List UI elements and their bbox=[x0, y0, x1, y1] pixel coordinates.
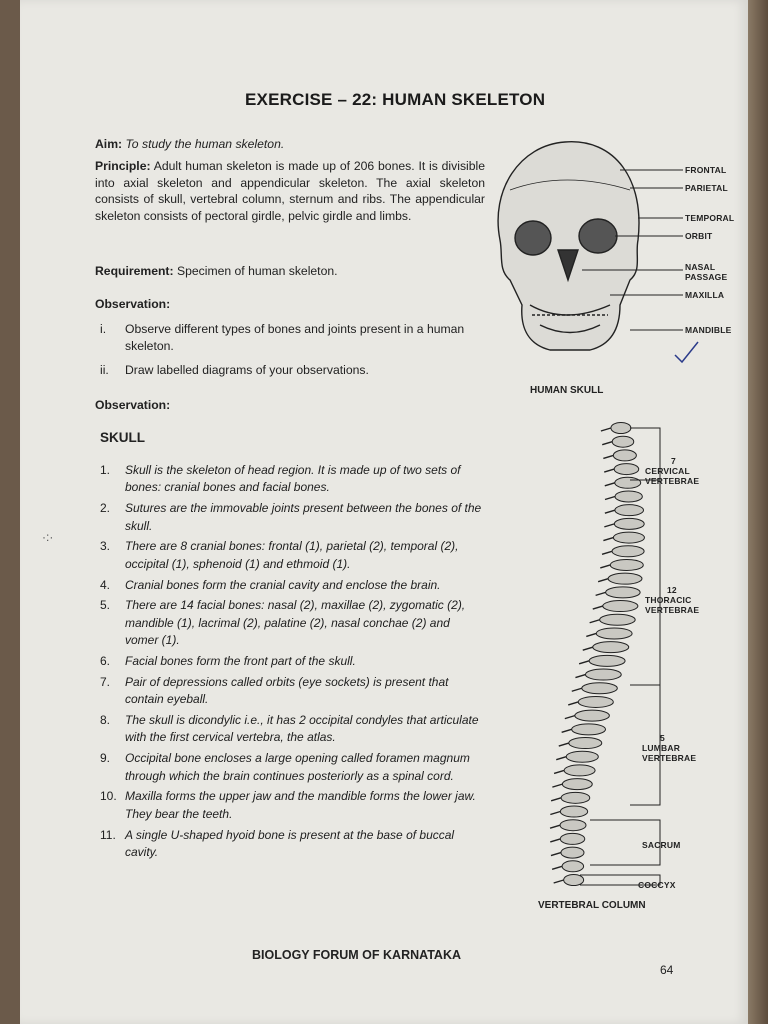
observation-number: ii. bbox=[100, 363, 109, 377]
skull-drawing bbox=[498, 142, 639, 350]
list-text: Sutures are the immovable joints present between the bones of the skull. bbox=[125, 501, 482, 533]
vertebra-shape bbox=[564, 765, 595, 776]
page-edge-shadow bbox=[748, 0, 768, 1024]
list-number: 5. bbox=[100, 598, 111, 613]
list-text: A single U-shaped hyoid bone is present at the base of buccal cavity. bbox=[125, 827, 455, 860]
vertebra-shape bbox=[596, 628, 632, 639]
vertebra-shape bbox=[608, 573, 642, 584]
list-text: Facial bones form the front part of the skull. bbox=[125, 654, 356, 669]
skull-caption: HUMAN SKULL bbox=[530, 385, 604, 396]
vertebra-shape bbox=[606, 587, 641, 598]
vertebra-process bbox=[550, 839, 560, 842]
vertebral-column-figure bbox=[520, 420, 680, 900]
vertebra-shape bbox=[561, 792, 590, 803]
vertebra-process bbox=[552, 866, 562, 869]
aim-text: To study the human skeleton. bbox=[125, 137, 285, 151]
vertebra-shape bbox=[612, 436, 634, 447]
vertebra-shape bbox=[564, 875, 584, 886]
vertebra-shape bbox=[569, 738, 602, 749]
requirement-text: Specimen of human skeleton. bbox=[176, 264, 338, 278]
list-item bbox=[100, 500, 520, 535]
vertebra-shape bbox=[614, 518, 644, 529]
list-item bbox=[100, 597, 520, 649]
vertebra-process bbox=[605, 496, 615, 499]
vertebra-shape bbox=[562, 861, 584, 872]
document-page bbox=[20, 0, 748, 1024]
observation-item bbox=[100, 362, 470, 380]
list-number: 3. bbox=[100, 539, 111, 554]
spine-label-coccyx: COCCYX bbox=[638, 880, 676, 890]
vertebra-process bbox=[583, 647, 593, 650]
list-text: Pair of depressions called orbits (eye sockets) is present that contain eyeball. bbox=[125, 674, 449, 707]
vertebra-name: LUMBAR VERTEBRAE bbox=[642, 743, 697, 763]
vertebra-process bbox=[572, 688, 582, 691]
page-title: EXERCISE – 22: HUMAN SKELETON bbox=[245, 90, 546, 109]
vertebra-shape bbox=[612, 546, 644, 557]
vertebra-process bbox=[554, 880, 564, 883]
skull-label: NASAL PASSAGE bbox=[685, 262, 728, 282]
observation-item bbox=[100, 321, 470, 357]
vertebra-shape bbox=[615, 477, 641, 488]
vertebra-process bbox=[575, 675, 585, 678]
list-text: There are 8 cranial bones: frontal (1), parietal (2), temporal (2), occipital (1), sphenoid (1) and ethmoid (1). bbox=[125, 539, 459, 571]
skull-label: MANDIBLE bbox=[685, 325, 732, 335]
principle-paragraph bbox=[95, 158, 485, 224]
list-number: 7. bbox=[100, 674, 111, 689]
vertebra-shape bbox=[582, 683, 618, 694]
vertebra-shape bbox=[610, 559, 643, 570]
vertebra-name: THORACIC VERTEBRAE bbox=[645, 595, 700, 615]
vertebra-process bbox=[596, 592, 606, 595]
list-item bbox=[100, 827, 520, 862]
vertebra-process bbox=[550, 812, 560, 815]
list-item bbox=[100, 674, 520, 709]
observation-text: Draw labelled diagrams of your observations. bbox=[125, 363, 369, 377]
vertebra-shape bbox=[566, 751, 598, 762]
vertebra-shape bbox=[600, 614, 636, 625]
vertebra-process bbox=[605, 510, 615, 513]
list-number: 4. bbox=[100, 577, 111, 592]
observation-text: Observe different types of bones and joints present in a human skeleton. bbox=[125, 322, 465, 353]
skull-points-list bbox=[100, 462, 520, 865]
section-heading-skull: SKULL bbox=[100, 430, 145, 445]
vertebra-shape bbox=[560, 806, 587, 817]
vertebrae-drawing bbox=[550, 423, 644, 886]
vertebra-shape bbox=[561, 847, 584, 858]
vertebra-process bbox=[565, 716, 575, 719]
list-number: 1. bbox=[100, 463, 111, 477]
spine-label-cervical bbox=[645, 456, 705, 486]
list-text: There are 14 facial bones: nasal (2), maxillae (2), zygomatic (2), mandible (1), lacrimal (2), palatine (2), nasal conchae (2) and vomer (1). bbox=[125, 598, 466, 648]
vertebra-process bbox=[603, 455, 613, 458]
list-number: 10. bbox=[100, 789, 117, 804]
principle-text: Adult human skeleton is made up of 206 bones. It is divisible into axial skeleton and appendicular skeleton. The axial skeleton consists of skull, vertebral column, sternum and ribs. The appendicular skeleton consists of pectoral girdle, pelvic girdle and limbs. bbox=[95, 159, 486, 223]
spine-label-sacrum: SACRUM bbox=[642, 840, 681, 850]
vertebra-process bbox=[552, 784, 562, 787]
list-number: 6. bbox=[100, 654, 111, 669]
spine-label-thoracic bbox=[645, 585, 707, 615]
vertebra-process bbox=[598, 579, 608, 582]
skull-label: ORBIT bbox=[685, 231, 713, 241]
vertebra-shape bbox=[560, 820, 586, 831]
vertebra-process bbox=[568, 702, 578, 705]
list-item bbox=[100, 712, 520, 747]
list-item bbox=[100, 750, 520, 785]
vertebra-shape bbox=[560, 833, 585, 844]
vertebra-process bbox=[551, 853, 561, 856]
vertebra-process bbox=[551, 798, 561, 801]
footer-publisher: BIOLOGY FORUM OF KARNATAKA bbox=[252, 948, 462, 962]
skull-label: PARIETAL bbox=[685, 183, 728, 193]
vertebra-process bbox=[586, 633, 596, 636]
vertebra-count: 5 bbox=[660, 733, 665, 743]
vertebra-process bbox=[550, 825, 560, 828]
vertebra-process bbox=[600, 565, 610, 568]
list-item bbox=[100, 653, 520, 670]
list-text: The skull is dicondylic i.e., it has 2 occipital condyles that articulate with the first cervical vertebra, the atlas. bbox=[125, 713, 479, 745]
list-item bbox=[100, 788, 520, 823]
principle-label: Principle: bbox=[95, 159, 151, 173]
spine-label-lumbar bbox=[642, 733, 704, 763]
vertebra-shape bbox=[572, 724, 606, 735]
observation-heading: Observation: bbox=[95, 398, 171, 412]
vertebra-process bbox=[604, 469, 614, 472]
vertebra-shape bbox=[603, 601, 638, 612]
requirement-line bbox=[95, 263, 338, 280]
list-number: 8. bbox=[100, 713, 111, 728]
skull-label: FRONTAL bbox=[685, 165, 727, 175]
list-text: Maxilla forms the upper jaw and the mandible forms the lower jaw. They bear the teeth. bbox=[125, 789, 476, 821]
list-text: Skull is the skeleton of head region. It is made up of two sets of bones: cranial bones and facial bones. bbox=[125, 463, 461, 495]
vertebra-process bbox=[601, 428, 611, 431]
aim-line bbox=[95, 136, 284, 153]
list-text: Occipital bone encloses a large opening called foramen magnum through which the brain continues posteriorly as a spinal cord. bbox=[125, 751, 470, 783]
margin-mark: ·:· bbox=[42, 530, 54, 544]
skull-label: TEMPORAL bbox=[685, 213, 735, 223]
vertebra-process bbox=[556, 757, 566, 760]
vertebra-shape bbox=[613, 532, 644, 543]
vertebra-process bbox=[603, 538, 613, 541]
vertebra-shape bbox=[611, 423, 631, 434]
vertebra-process bbox=[604, 524, 614, 527]
list-item bbox=[100, 538, 520, 573]
vertebra-shape bbox=[613, 450, 636, 461]
observation-number: i. bbox=[100, 322, 107, 336]
list-number: 11. bbox=[100, 827, 116, 842]
vertebra-shape bbox=[614, 464, 639, 475]
vertebra-shape bbox=[575, 710, 610, 721]
vertebra-count: 12 bbox=[667, 585, 677, 595]
vertebra-process bbox=[554, 770, 564, 773]
spine-caption: VERTEBRAL COLUMN bbox=[538, 900, 646, 911]
vertebra-process bbox=[602, 551, 612, 554]
vertebra-process bbox=[593, 606, 603, 609]
vertebra-process bbox=[579, 661, 589, 664]
page-number: 64 bbox=[660, 963, 674, 977]
list-text: Cranial bones form the cranial cavity and enclose the brain. bbox=[125, 577, 441, 592]
vertebra-shape bbox=[578, 696, 613, 707]
human-skull-figure bbox=[470, 130, 720, 400]
list-item bbox=[100, 577, 520, 594]
vertebra-process bbox=[605, 483, 615, 486]
vertebra-shape bbox=[615, 491, 642, 502]
vertebra-shape bbox=[593, 642, 629, 653]
vertebra-shape bbox=[615, 505, 644, 516]
list-number: 9. bbox=[100, 751, 111, 766]
list-item bbox=[100, 462, 520, 497]
vertebra-process bbox=[562, 729, 572, 732]
list-number: 2. bbox=[100, 501, 111, 516]
vertebra-name: CERVICAL VERTEBRAE bbox=[645, 466, 700, 486]
vertebra-shape bbox=[562, 779, 592, 790]
check-mark-icon bbox=[675, 342, 698, 362]
skull-label: MAXILLA bbox=[685, 290, 725, 300]
vertebra-count: 7 bbox=[671, 456, 676, 466]
vertebra-shape bbox=[585, 669, 621, 680]
observation-heading: Observation: bbox=[95, 297, 171, 311]
vertebra-process bbox=[590, 620, 600, 623]
vertebra-shape bbox=[589, 655, 625, 666]
vertebra-process bbox=[602, 442, 612, 445]
vertebra-process bbox=[559, 743, 569, 746]
aim-label: Aim: bbox=[95, 137, 123, 151]
requirement-label: Requirement: bbox=[95, 264, 174, 278]
